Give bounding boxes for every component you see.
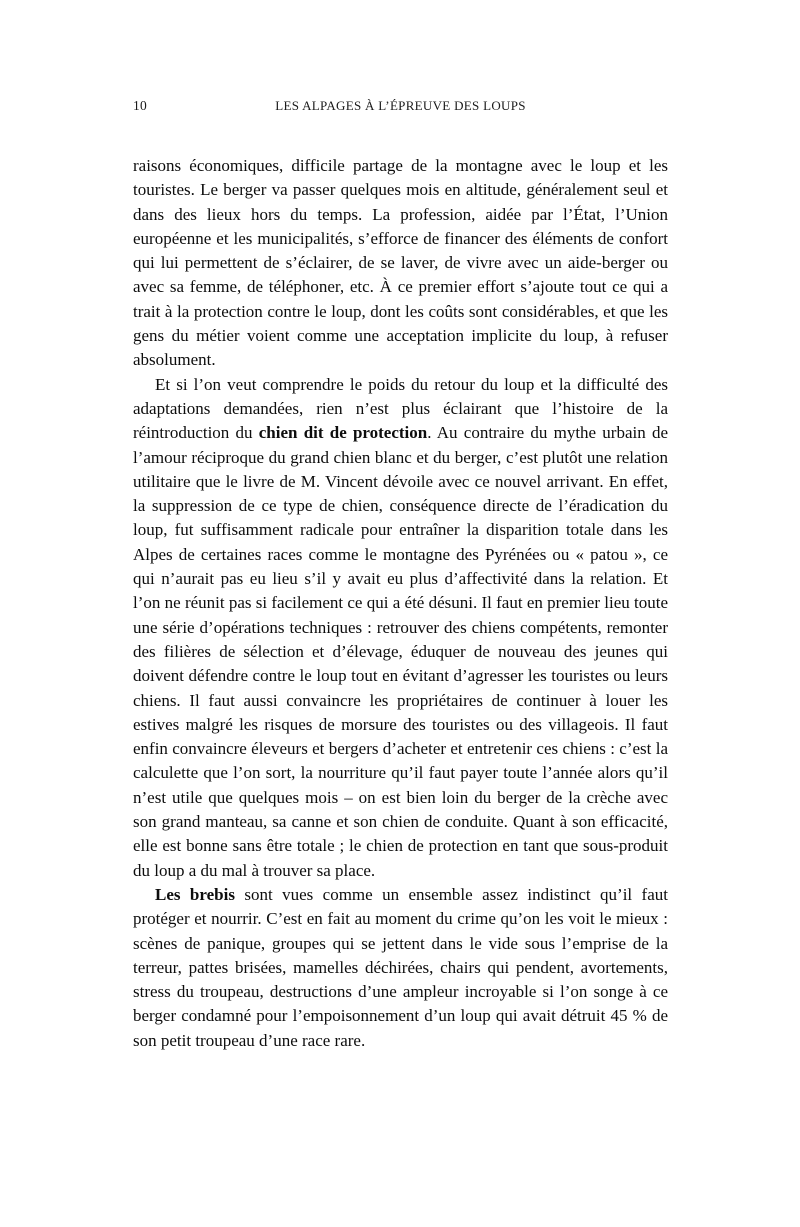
paragraph-text: . Au contraire du mythe urbain de l’amour réciproque du grand chien blanc et du berger, c’est plutôt une relation utilitaire que le livre de M. Vincent dévoile avec ce nouvel arrivant. En effet, la suppression de ce type de chien, conséquence directe de l’éradication du loup, fut suffisamment radicale pour entraîner la disparition totale dans les Alpes de certaines races comme le montagne des Pyrénées ou « patou », ce qui n’aurait pas eu lieu s’il y avait eu plus d’affectivité dans la relation. Et l’on ne réunit pas si facilement ce qui a été désuni. Il faut en premier lieu toute une série d’opérations techniques : retrouver des chiens compétents, remonter des filières de sélection et d’élevage, éduquer de nouveau des jeunes qui doivent défendre contre le loup tout en évitant d’agresser les touristes ou leurs chiens. Il faut aussi convaincre les propriétaires de continuer à louer les estives malgré les risques de morsure des touristes ou des villageois. Il faut enfin convaincre éleveurs et bergers d’acheter et entretenir ces chiens : c’est la calculette que l’on sort, la nourriture qu’il faut payer toute l’année alors qu’il n’est utile que quelques mois – on est bien loin du berger de la crèche avec son grand manteau, sa canne et son chien de conduite. Quant à son efficacité, elle est bonne sans être totale ; le chien de protection en tant que sous-produit du loup a du mal à trouver sa place. xyxy=(133,423,668,880)
page-content xyxy=(133,98,668,1053)
paragraph xyxy=(133,154,668,373)
page-number: 10 xyxy=(133,98,148,113)
paragraph-bold-text: Les brebis xyxy=(155,884,235,904)
running-header xyxy=(133,98,668,118)
body-text xyxy=(133,154,668,1053)
paragraph-text: raisons économiques, difficile partage de la montagne avec le loup et les touristes. Le berger va passer quelques mois en altitude, généralement seul et dans des lieux hors du temps. La profession, aidée par l’État, l’Union européenne et les municipalités, s’efforce de financer des éléments de confort qui lui permettent de s’éclairer, de se laver, de vivre avec un aide-berger ou avec sa femme, de téléphoner, etc. À ce premier effort s’ajoute tout ce qui a trait à la protection contre le loup, dont les coûts sont considérables, et que les gens du métier voient comme une acceptation implicite du loup, à refuser absolument. xyxy=(133,156,668,370)
paragraph-text: sont vues comme un ensemble assez indistinct qu’il faut protéger et nourrir. C’est en fait au moment du crime qu’on les voit le mieux : scènes de panique, groupes qui se jettent dans le vide sous l’emprise de la terreur, pattes brisées, mamelles déchirées, chairs qui pendent, avortements, stress du troupeau, destructions d’une ampleur incroyable si l’on songe à ce berger condamné pour l’empoisonnement d’un loup qui avait détruit 45 % de son petit troupeau d’une race rare. xyxy=(133,884,668,1050)
paragraph xyxy=(133,883,668,1053)
running-header-title: LES ALPAGES À L’ÉPREUVE DES LOUPS xyxy=(275,98,526,113)
paragraph xyxy=(133,373,668,883)
paragraph-bold-text: chien dit de protection xyxy=(258,423,428,443)
paragraph-text: Et si l’on veut comprendre le poids du retour du loup et la difficulté des adaptations demandées, rien n’est plus éclairant que l’histoire de la réintroduction du xyxy=(133,374,668,443)
